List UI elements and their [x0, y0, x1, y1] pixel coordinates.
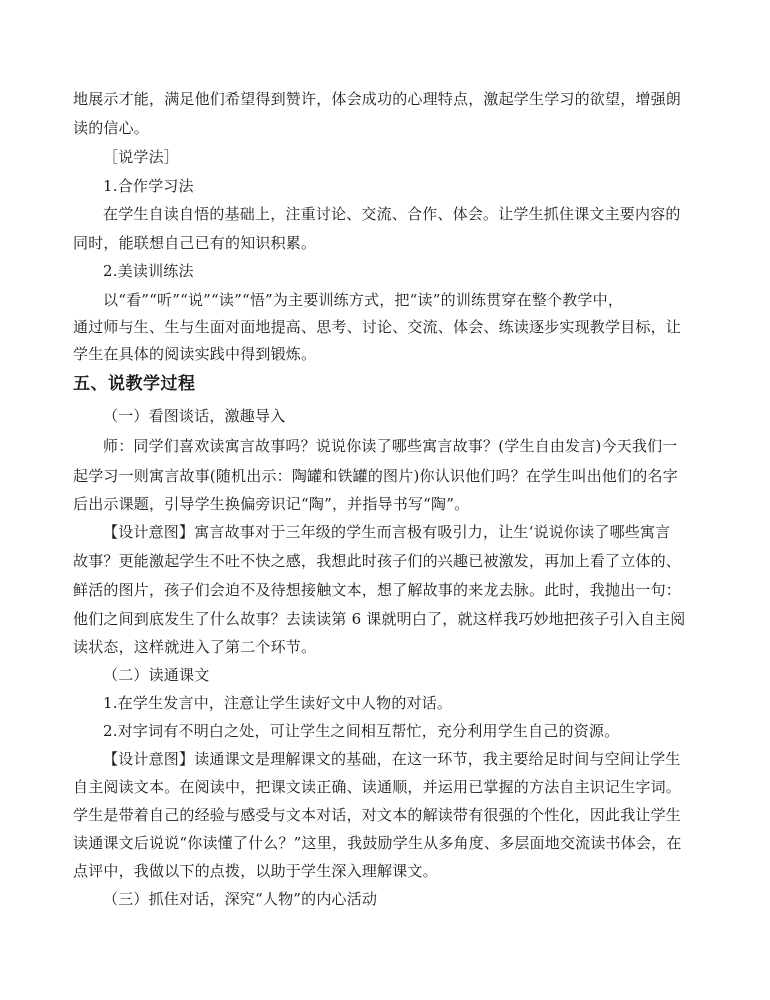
section-heading: 五、说教学过程	[73, 374, 196, 394]
body-line: 起学习一则寓言故事(随机出示：陶罐和铁罐的图片)你认识他们吗？在学生叫出他们的名字	[73, 467, 678, 485]
subsection-heading: （一）看图谈话，激趣导入	[103, 407, 286, 425]
body-line: 他们之间到底发生了什么故事？去读读第 6 课就明白了，就这样我巧妙地把孩子引入自主阅	[73, 610, 686, 628]
body-line: 读状态，这样就进入了第二个环节。	[73, 638, 317, 656]
body-line: 自主阅读文本。在阅读中，把课文读正确、读通顺，并运用已掌握的方法自主识记生字词。	[73, 778, 682, 796]
subsection-heading: （三）抓住对话，深究“人物”的内心活动	[103, 890, 378, 908]
body-line: 读通课文后说说“你读懂了什么？”这里，我鼓励学生从多角度、多层面地交流读书体会，在	[73, 834, 682, 852]
body-line: 以“看”“听”“说”“读”“悟”为主要训练方式，把“读”的训练贯穿在整个教学中，	[103, 291, 624, 309]
body-line: 故事？更能激起学生不吐不快之感，我想此时孩子们的兴趣已被激发，再加上看了立体的、	[73, 552, 682, 570]
body-line: 鲜活的图片，孩子们会迫不及待想接触文本，想了解故事的来龙去脉。此时，我抛出一句：	[73, 581, 682, 599]
body-line: 通过师与生、生与生面对面地提高、思考、讨论、交流、体会、练读逐步实现教学目标，让	[73, 318, 682, 336]
list-item: 2.对字词有不明白之处，可让学生之间相互帮忙，充分利用学生自己的资源。	[103, 722, 620, 740]
body-line: 在学生自读自悟的基础上，注重讨论、交流、合作、体会。让学生抓住课文主要内容的	[103, 205, 681, 223]
body-line: 师：同学们喜欢读寓言故事吗？说说你读了哪些寓言故事？(学生自由发言)今天我们一	[103, 437, 678, 455]
design-intent-line: 【设计意图】寓言故事对于三年级的学生而言极有吸引力，让生‘说说你读了哪些寓言	[103, 523, 671, 541]
list-item: 2.美读训练法	[103, 262, 194, 280]
body-line: 后出示课题，引导学生换偏旁识记“陶”，并指导书写“陶”。	[73, 495, 470, 513]
design-intent-line: 【设计意图】读通课文是理解课文的基础，在这一环节，我主要给足时间与空间让学生	[103, 750, 681, 768]
body-line: 读的信心。	[73, 119, 150, 137]
body-line: 学生是带着自己的经验与感受与文本对话，对文本的解读带有很强的个性化，因此我让学生	[73, 806, 682, 824]
body-line: 地展示才能，满足他们希望得到赞许，体会成功的心理特点，激起学生学习的欲望，增强朗	[73, 90, 682, 108]
list-item: 1.合作学习法	[103, 177, 194, 195]
body-line: 学生在具体的阅读实践中得到锻炼。	[73, 345, 317, 363]
section-label-method: ［说学法］	[103, 148, 180, 166]
body-line: 点评中，我做以下的点拨，以助于学生深入理解课文。	[73, 862, 438, 880]
subsection-heading: （二）读通课文	[103, 666, 210, 684]
list-item: 1.在学生发言中，注意让学生读好文中人物的对话。	[103, 694, 453, 712]
body-line: 同时，能联想自己已有的知识积累。	[73, 234, 317, 252]
